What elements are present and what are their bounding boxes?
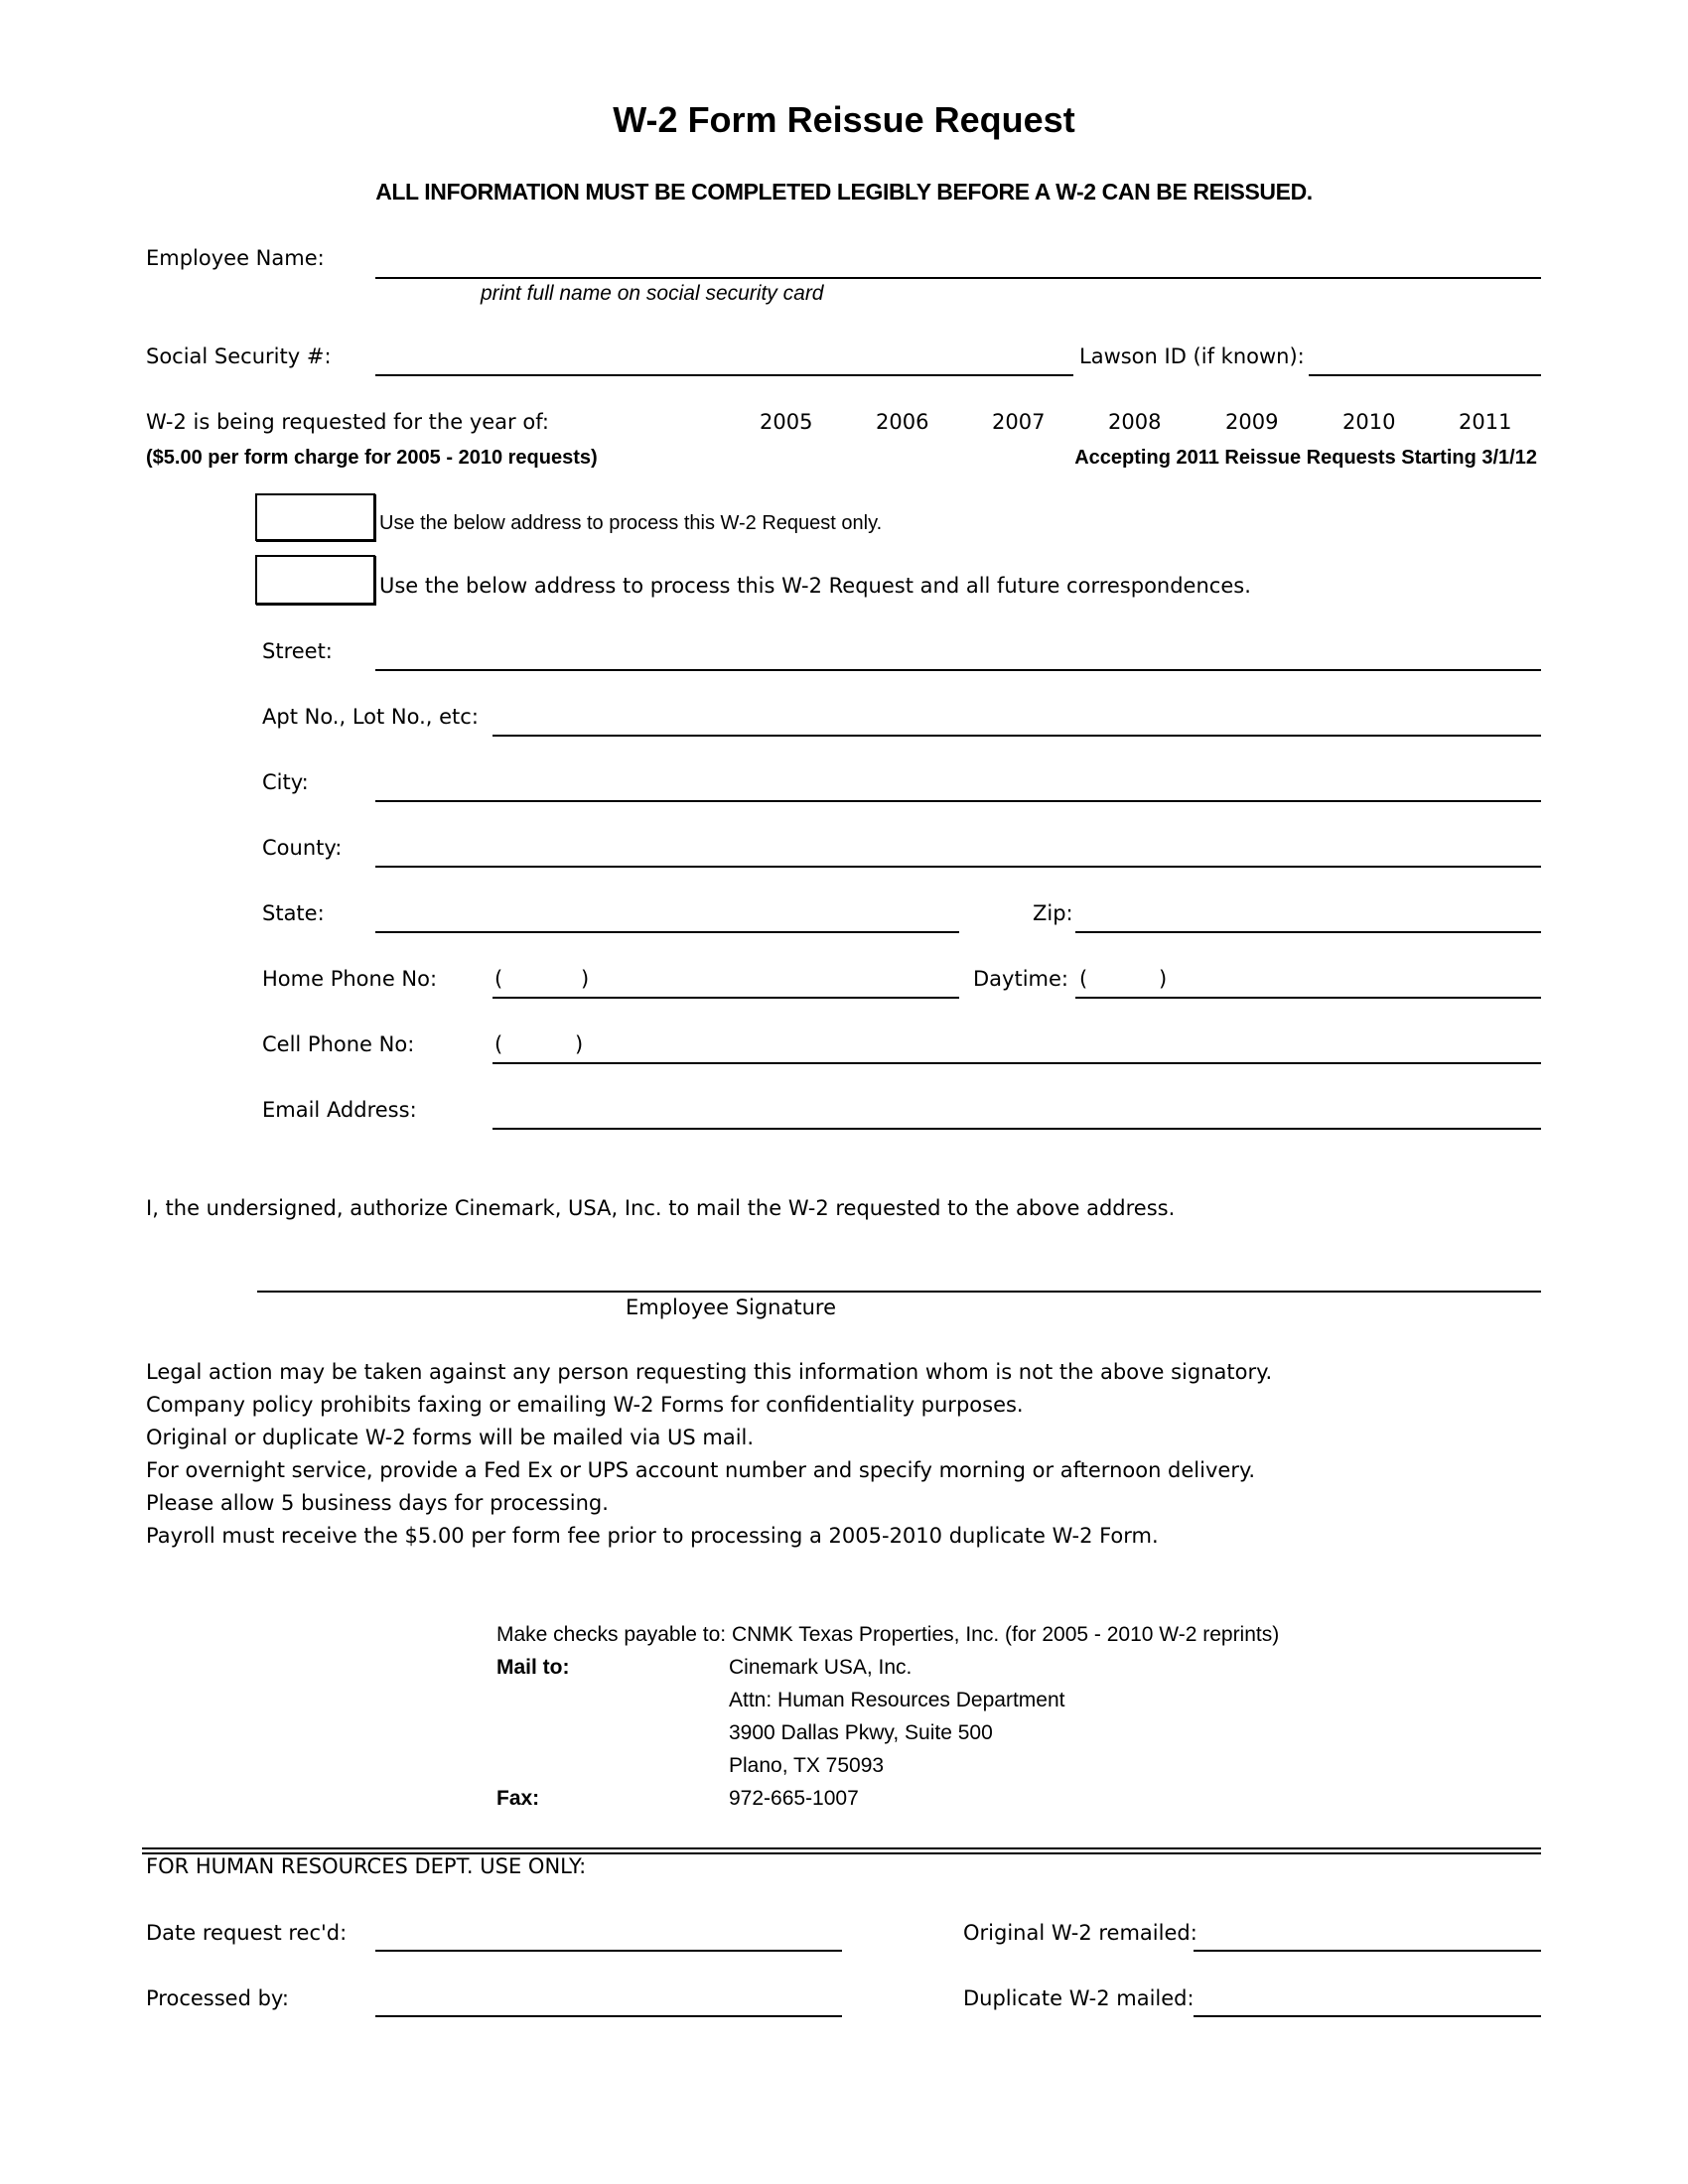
fax-number: 972-665-1007 <box>729 1787 859 1810</box>
year-option-2006[interactable]: 2006 <box>876 410 929 434</box>
processed-by-field[interactable] <box>375 2015 842 2017</box>
apt-label: Apt No., Lot No., etc: <box>262 705 479 729</box>
home-phone-label: Home Phone No: <box>262 967 438 991</box>
street-field[interactable] <box>375 669 1541 671</box>
year-option-2007[interactable]: 2007 <box>992 410 1046 434</box>
checks-payable-text: Make checks payable to: CNMK Texas Properties, Inc. (for 2005 - 2010 W-2 reprints) <box>496 1623 1280 1646</box>
note-us-mail: Original or duplicate W-2 forms will be mailed via US mail. <box>146 1426 755 1449</box>
city-field[interactable] <box>375 800 1541 802</box>
daytime-phone-paren-open: ( <box>1079 967 1088 991</box>
year-option-2005[interactable]: 2005 <box>760 410 813 434</box>
hr-section-divider-top <box>142 1847 1541 1849</box>
home-phone-paren-close: ) <box>581 967 590 991</box>
address-future-checkbox[interactable] <box>255 555 375 605</box>
completion-warning: ALL INFORMATION MUST BE COMPLETED LEGIBLY BEFORE A W-2 CAN BE REISSUED. <box>375 179 1313 205</box>
apt-field[interactable] <box>492 735 1541 737</box>
email-field[interactable] <box>492 1128 1541 1130</box>
fax-label: Fax: <box>496 1787 540 1810</box>
address-future-option-label: Use the below address to process this W-2 Request and all future correspondences. <box>379 574 1251 598</box>
cell-phone-paren-open: ( <box>494 1032 503 1056</box>
authorization-text: I, the undersigned, authorize Cinemark, USA, Inc. to mail the W-2 requested to the above address. <box>146 1196 1176 1220</box>
note-overnight: For overnight service, provide a Fed Ex or UPS account number and specify morning or afternoon delivery. <box>146 1458 1256 1482</box>
lawson-id-label: Lawson ID (if known): <box>1079 344 1305 368</box>
year-option-2011[interactable]: 2011 <box>1459 410 1512 434</box>
employee-name-label: Employee Name: <box>146 246 325 270</box>
date-received-label: Date request rec'd: <box>146 1921 348 1945</box>
original-remailed-field[interactable] <box>1194 1950 1541 1952</box>
mail-address-line-2: Attn: Human Resources Department <box>729 1689 1065 1711</box>
county-label: County: <box>262 836 343 860</box>
signature-label: Employee Signature <box>626 1296 836 1319</box>
mail-address-line-4: Plano, TX 75093 <box>729 1754 885 1777</box>
mail-to-label: Mail to: <box>496 1656 570 1679</box>
home-phone-field[interactable] <box>492 997 959 999</box>
charge-note: ($5.00 per form charge for 2005 - 2010 requests) <box>146 447 598 469</box>
street-label: Street: <box>262 639 333 663</box>
cell-phone-label: Cell Phone No: <box>262 1032 415 1056</box>
year-option-2010[interactable]: 2010 <box>1342 410 1396 434</box>
ssn-label: Social Security #: <box>146 344 332 368</box>
employee-name-field[interactable] <box>375 277 1541 279</box>
note-fee: Payroll must receive the $5.00 per form fee prior to processing a 2005-2010 duplicate W-2 Form. <box>146 1524 1159 1548</box>
address-only-checkbox[interactable] <box>255 493 375 541</box>
daytime-phone-paren-close: ) <box>1159 967 1168 991</box>
processed-by-label: Processed by: <box>146 1986 289 2010</box>
year-option-2009[interactable]: 2009 <box>1225 410 1279 434</box>
note-no-fax-email: Company policy prohibits faxing or emailing W-2 Forms for confidentiality purposes. <box>146 1393 1024 1417</box>
mail-address-line-1: Cinemark USA, Inc. <box>729 1656 913 1679</box>
cell-phone-field[interactable] <box>492 1062 1541 1064</box>
daytime-phone-label: Daytime: <box>973 967 1068 991</box>
state-field[interactable] <box>375 931 959 933</box>
mail-address-line-3: 3900 Dallas Pkwy, Suite 500 <box>729 1721 993 1744</box>
home-phone-paren-open: ( <box>494 967 503 991</box>
ssn-field[interactable] <box>375 374 1073 376</box>
address-only-option-label: Use the below address to process this W-2 Request only. <box>379 512 883 534</box>
employee-name-hint: print full name on social security card <box>481 282 824 305</box>
form-title: W-2 Form Reissue Request <box>613 99 1075 140</box>
city-label: City: <box>262 770 309 794</box>
daytime-phone-field[interactable] <box>1075 997 1541 999</box>
accepting-note: Accepting 2011 Reissue Requests Starting 3/1/12 <box>1074 447 1537 469</box>
lawson-id-field[interactable] <box>1309 374 1541 376</box>
year-label: W-2 is being requested for the year of: <box>146 410 549 434</box>
duplicate-mailed-label: Duplicate W-2 mailed: <box>963 1986 1195 2010</box>
duplicate-mailed-field[interactable] <box>1194 2015 1541 2017</box>
email-label: Email Address: <box>262 1098 417 1122</box>
zip-label: Zip: <box>1033 901 1073 925</box>
note-legal-action: Legal action may be taken against any person requesting this information whom is not the above signatory. <box>146 1360 1273 1384</box>
note-processing-time: Please allow 5 business days for processing. <box>146 1491 609 1515</box>
cell-phone-paren-close: ) <box>575 1032 584 1056</box>
county-field[interactable] <box>375 866 1541 868</box>
hr-section-header: FOR HUMAN RESOURCES DEPT. USE ONLY: <box>146 1854 587 1878</box>
zip-field[interactable] <box>1075 931 1541 933</box>
state-label: State: <box>262 901 325 925</box>
date-received-field[interactable] <box>375 1950 842 1952</box>
signature-field[interactable] <box>257 1291 1541 1293</box>
original-remailed-label: Original W-2 remailed: <box>963 1921 1197 1945</box>
year-option-2008[interactable]: 2008 <box>1108 410 1162 434</box>
